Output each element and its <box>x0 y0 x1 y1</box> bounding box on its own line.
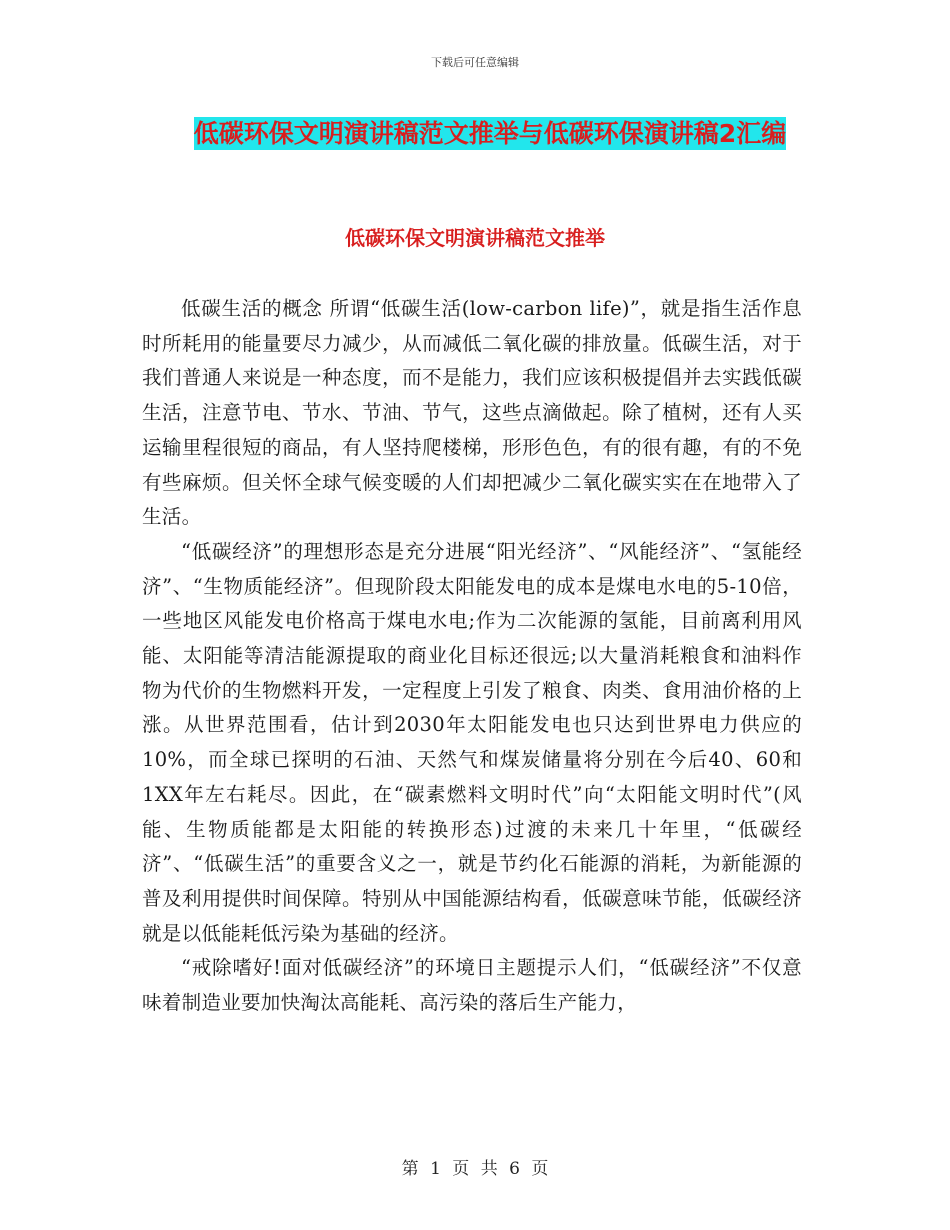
section-title: 低碳环保文明演讲稿范文推举 <box>345 226 605 250</box>
document-title <box>170 108 810 160</box>
page-footer: 第 1 页 共 6 页 <box>401 1159 549 1179</box>
paragraph-3: “戒除嗜好!面对低碳经济”的环境日主题提示人们，“低碳经济”不仅意味着制造业要加快淘汰高能耗、高污染的落后生产能力， <box>142 956 802 1015</box>
paragraph-1: 低碳生活的概念 所谓“低碳生活(low-carbon life)”，就是指生活作息时所耗用的能量要尽力减少，从而减低二氧化碳的排放量。低碳生活，对于我们普通人来说是一种态度，而不是能力，我们应该积极提倡并去实践低碳生活，注意节电、节水、节油、节气，这些点滴做起。除了植树，还有人买运输里程很短的商品，有人坚持爬楼梯，形形色色，有的很有趣，有的不免有些麻烦。但关怀全球气候变暖的人们却把减少二氧化碳实实在在地带入了生活。 <box>142 297 802 529</box>
paragraph-2: “低碳经济”的理想形态是充分进展“阳光经济”、“风能经济”、“氢能经济”、“生物质能经济”。但现阶段太阳能发电的成本是煤电水电的5-10倍，一些地区风能发电价格高于煤电水电;作为二次能源的氢能，目前离利用风能、太阳能等清洁能源提取的商业化目标还很远;以大量消耗粮食和油料作物为代价的生物燃料开发，一定程度上引发了粮食、肉类、食用油价格的上涨。从世界范围看，估计到2030年太阳能发电也只达到世界电力供应的10%，而全球已探明的石油、天然气和煤炭储量将分别在今后40、60和1XX年左右耗尽。因此，在“碳素燃料文明时代”向“太阳能文明时代”(风能、生物质能都是太阳能的转换形态)过渡的未来几十年里，“低碳经济”、“低碳生活”的重要含义之一，就是节约化石能源的消耗，为新能源的普及利用提供时间保障。特别从中国能源结构看，低碳意味节能，低碳经济就是以低能耗低污染为基础的经济。 <box>142 539 802 945</box>
document-title-text: 低碳环保文明演讲稿范文推举与低碳环保演讲稿2汇编 <box>193 119 787 148</box>
document-body <box>142 292 802 1021</box>
header-note: 下载后可任意编辑 <box>431 56 519 69</box>
